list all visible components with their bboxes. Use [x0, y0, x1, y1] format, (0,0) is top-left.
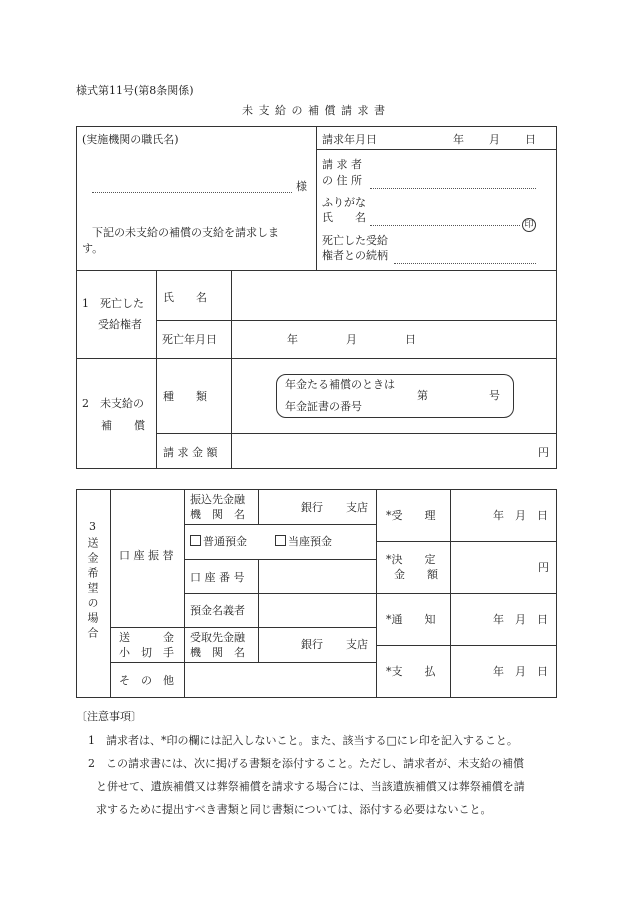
- pension-line-1: 年金たる補償のときは: [285, 378, 395, 391]
- date-label: 請求年月日: [322, 133, 377, 146]
- relation-label-1: 死亡した受給: [322, 234, 388, 247]
- remittance-label-2: 小 切 手: [119, 646, 174, 659]
- recv-bank-label-2: 機 関 名: [190, 646, 245, 659]
- section-1: [76, 270, 557, 359]
- receipt-day: 日: [537, 509, 548, 522]
- date-year: 年: [453, 133, 464, 146]
- form-number: 様式第11号(第8条関係): [76, 84, 194, 97]
- current-deposit-label: 当座預金: [288, 535, 332, 548]
- dai-label: 第: [417, 389, 428, 402]
- recv-bank-label-1: 受取先金融: [190, 631, 245, 644]
- ordinary-deposit-label: 普通預金: [203, 535, 247, 548]
- sama-label: 様: [296, 180, 307, 193]
- date-day: 日: [525, 133, 536, 146]
- pension-line-2: 年金証書の番号: [285, 400, 362, 413]
- recv-branch-suffix: 支店: [346, 638, 368, 651]
- remittance-label-1: 送 金: [119, 631, 174, 644]
- institution-label: (実施機関の職氏名): [82, 133, 179, 146]
- claimant-label-2: の 住 所: [322, 174, 362, 187]
- death-year: 年: [287, 333, 298, 346]
- name-input[interactable]: [370, 225, 520, 226]
- amount-yen: 円: [538, 446, 549, 459]
- account-transfer-label: 口 座 振 替: [119, 549, 174, 562]
- claimant-label-1: 請 求 者: [322, 158, 362, 171]
- furigana-label: ふりがな: [322, 196, 366, 209]
- branch-suffix: 支店: [346, 501, 368, 514]
- death-month: 月: [346, 333, 357, 346]
- death-date-label: 死亡年月日: [162, 333, 217, 346]
- payment-year: 年: [493, 665, 504, 678]
- ordinary-checkbox[interactable]: [190, 535, 201, 546]
- relation-label-2: 権者との続柄: [322, 249, 388, 262]
- address-input[interactable]: [370, 188, 536, 189]
- ordinary-deposit-option[interactable]: [190, 535, 247, 548]
- receipt-label: *受 理: [386, 509, 436, 522]
- notes-heading: 〔注意事項〕: [76, 710, 142, 723]
- payment-day: 日: [537, 665, 548, 678]
- bank-label-2: 機 関 名: [190, 508, 245, 521]
- request-text-2: す。: [82, 242, 104, 255]
- request-text-1: 下記の未支給の補償の支給を請求しま: [92, 226, 279, 239]
- notice-month: 月: [515, 613, 526, 626]
- bank-suffix: 銀行: [301, 501, 323, 514]
- decision-yen: 円: [538, 561, 549, 574]
- section-2-heading-2: 補 償: [101, 419, 145, 432]
- payment-month: 月: [515, 665, 526, 678]
- current-deposit-option[interactable]: [275, 535, 332, 548]
- account-number-label: 口 座 番 号: [190, 571, 245, 584]
- amount-label: 請 求 金 額: [163, 446, 218, 459]
- date-month: 月: [489, 133, 500, 146]
- death-day: 日: [405, 333, 416, 346]
- deceased-name-label: 氏 名: [163, 291, 207, 304]
- note-2-line-3: 求するために提出すべき書類と同じ書類については、添付する必要はないこと。: [96, 803, 492, 816]
- note-1: 1 請求者は、*印の欄には記入しないこと。また、該当する□にレ印を記入すること。: [88, 734, 518, 747]
- notice-day: 日: [537, 613, 548, 626]
- section-1-heading-1: 1 死亡した: [82, 297, 144, 310]
- receipt-year: 年: [493, 509, 504, 522]
- bank-label-1: 振込先金融: [190, 493, 245, 506]
- page-title: 未 支 給 の 補 償 請 求 書: [242, 104, 386, 117]
- decision-label-1: *決 定: [386, 553, 436, 566]
- name-label: 氏 名: [322, 211, 366, 224]
- current-checkbox[interactable]: [275, 535, 286, 546]
- relation-input[interactable]: [394, 263, 536, 264]
- section-3-heading: 3送金希望の場合: [86, 520, 99, 642]
- institution-input[interactable]: [92, 192, 292, 193]
- notice-label: *通 知: [386, 613, 436, 626]
- other-label: そ の 他: [119, 674, 174, 687]
- account-holder-label: 預金名義者: [190, 604, 245, 617]
- seal-mark: 印: [522, 218, 536, 232]
- note-2-line-1: 2 この請求書には、次に掲げる書類を添付すること。ただし、請求者が、未支給の補償: [88, 757, 524, 770]
- go-label: 号: [489, 389, 500, 402]
- receipt-month: 月: [515, 509, 526, 522]
- payment-label: *支 払: [386, 665, 436, 678]
- section-1-heading-2: 受給権者: [98, 318, 142, 331]
- section-2-heading-1: 2 未支給の: [82, 397, 144, 410]
- decision-label-2: 金 額: [394, 568, 438, 581]
- notice-year: 年: [493, 613, 504, 626]
- type-label: 種 類: [163, 390, 207, 403]
- recv-bank-suffix: 銀行: [301, 638, 323, 651]
- note-2-line-2: と併せて、遺族補償又は葬祭補償を請求する場合には、当該遺族補償又は葬祭補償を請: [96, 780, 525, 793]
